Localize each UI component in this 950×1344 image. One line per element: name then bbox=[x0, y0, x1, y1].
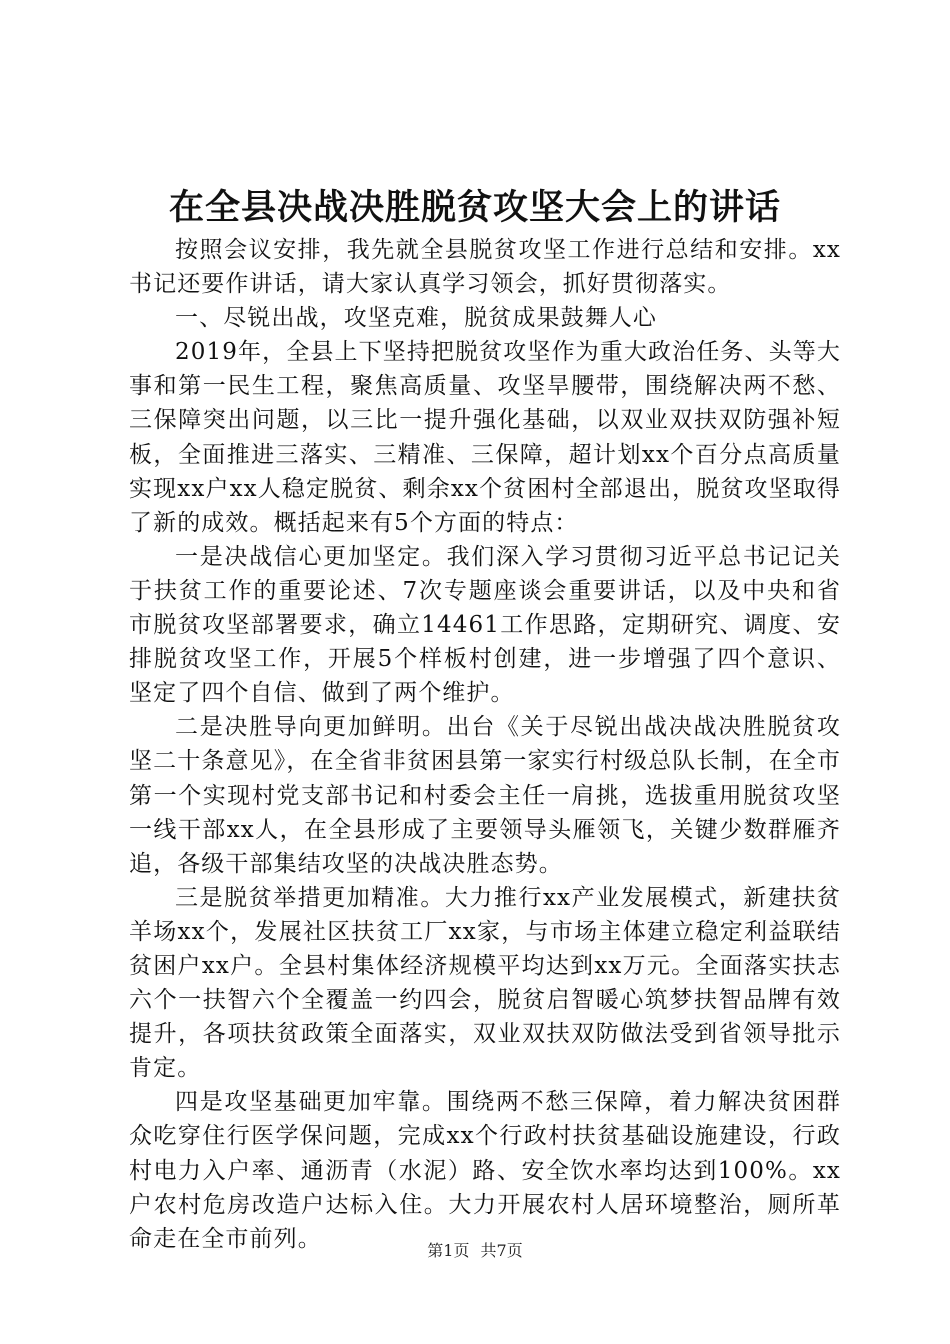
paragraph-overview: 2019年，全县上下坚持把脱贫攻坚作为重大政治任务、头等大事和第一民生工程，聚焦高质量、攻坚旱腰带，围绕解决两不愁、三保障突出问题，以三比一提升强化基础，以双业双扶双防强补短板，全面推进三落实、三精准、三保障，超计划xx个百分点高质量实现xx户xx人稳定脱贫、剩余xx个贫困村全部退出，脱贫攻坚取得了新的成效。概括起来有5个方面的特点： bbox=[129, 339, 841, 536]
document-body bbox=[129, 233, 841, 1256]
document-title: 在全县决战决胜脱贫攻坚大会上的讲话 bbox=[168, 188, 781, 228]
page-total: 共7页 bbox=[480, 1241, 523, 1260]
paragraph-point-2: 二是决胜导向更加鲜明。出台《关于尽锐出战决战决胜脱贫攻坚二十条意见》，在全省非贫困县第一家实行村级总队长制，在全市第一个实现村党支部书记和村委会主任一肩挑，选拔重用脱贫攻坚一线干部xx人，在全县形成了主要领导头雁领飞，关键少数群雁齐追，各级干部集结攻坚的决战决胜态势。 bbox=[129, 714, 841, 877]
page-footer bbox=[0, 1240, 950, 1262]
paragraph-point-1: 一是决战信心更加坚定。我们深入学习贯彻习近平总书记记关于扶贫工作的重要论述、7次专题座谈会重要讲话，以及中央和省市脱贫攻坚部署要求，确立14461工作思路，定期研究、调度、安排脱贫攻坚工作，开展5个样板村创建，进一步增强了四个意识、坚定了四个自信、做到了两个维护。 bbox=[129, 543, 841, 707]
paragraph-point-4: 四是攻坚基础更加牢靠。围绕两不愁三保障，着力解决贫困群众吃穿住行医学保问题，完成xx个行政村扶贫基础设施建设，行政村电力入户率、通沥青（水泥）路、安全饮水率均达到100%。xx户农村危房改造户达标入住。大力开展农村人居环境整治，厕所革命走在全市前列。 bbox=[129, 1089, 841, 1252]
section-heading-1: 一、尽锐出战，攻坚克难，脱贫成果鼓舞人心 bbox=[175, 305, 657, 332]
paragraph-point-3: 三是脱贫举措更加精准。大力推行xx产业发展模式，新建扶贫羊场xx个，发展社区扶贫工厂xx家，与市场主体建立稳定利益联结贫困户xx户。全县村集体经济规模平均达到xx万元。全面落实扶志六个一扶智六个全覆盖一约四会，脱贫启智暖心筑梦扶智品牌有效提升，各项扶贫政策全面落实，双业双扶双防做法受到省领导批示肯定。 bbox=[129, 884, 841, 1082]
page-number: 第1页 bbox=[427, 1241, 470, 1260]
paragraph-intro: 按照会议安排，我先就全县脱贫攻坚工作进行总结和安排。xx书记还要作讲话，请大家认真学习领会，抓好贯彻落实。 bbox=[129, 237, 841, 298]
